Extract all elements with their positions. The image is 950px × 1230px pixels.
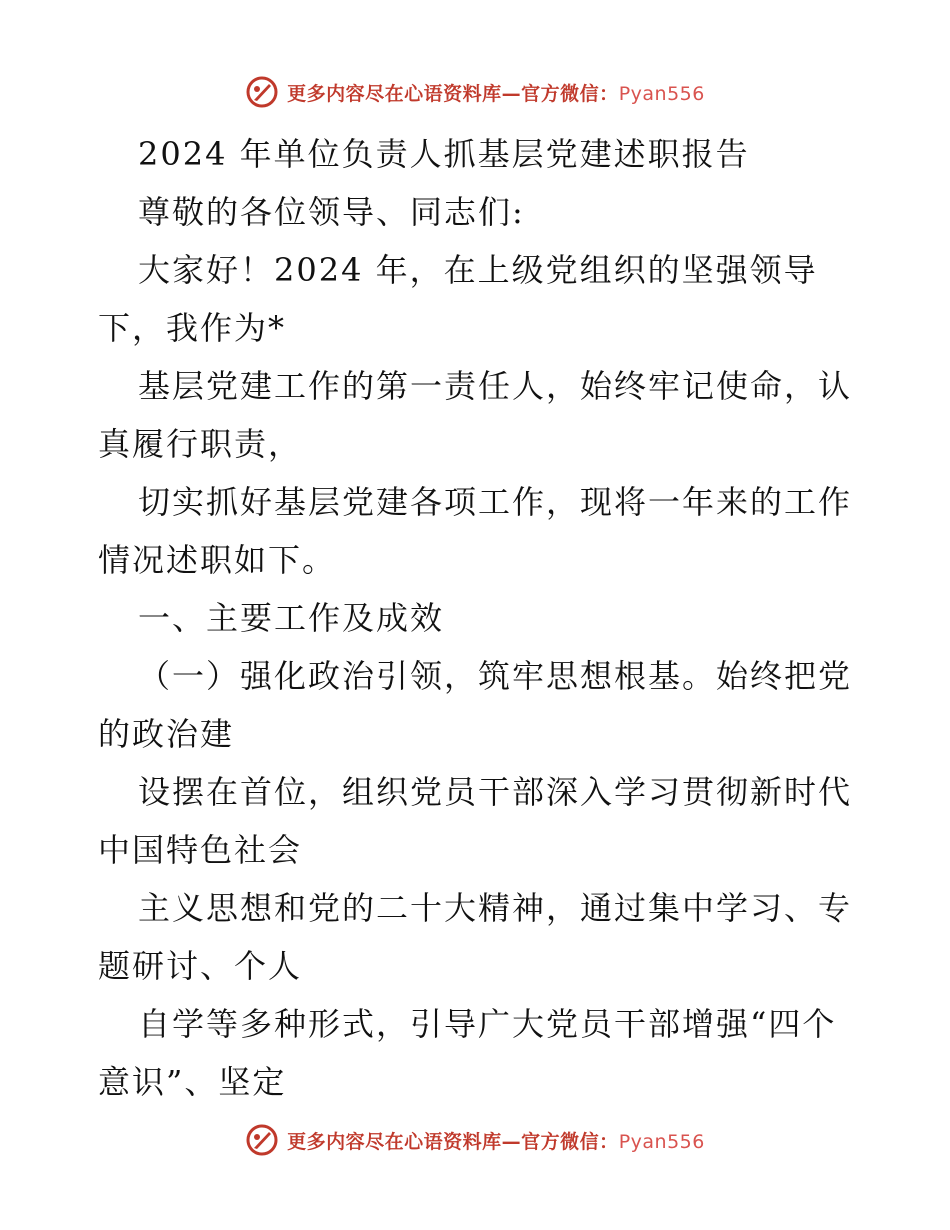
watermark-text bbox=[287, 79, 705, 106]
doc-line: 尊敬的各位领导、同志们: bbox=[138, 193, 525, 231]
watermark-header bbox=[0, 72, 950, 112]
doc-line: 中国特色社会 bbox=[98, 831, 303, 869]
watermark-cn: 更多内容尽在心语资料库 bbox=[287, 1130, 502, 1153]
watermark-cn: 更多内容尽在心语资料库 bbox=[287, 82, 502, 105]
watermark-wechat-id: Pyan556 bbox=[618, 82, 705, 105]
doc-line: 真履行职责， bbox=[98, 425, 303, 463]
watermark-footer bbox=[0, 1120, 950, 1160]
feather-seal-icon bbox=[245, 1123, 279, 1157]
watermark-dash: — bbox=[501, 82, 522, 105]
doc-line: 基层党建工作的第一责任人，始终牢记使命，认 bbox=[138, 367, 853, 405]
doc-line: 主义思想和党的二十大精神，通过集中学习、专 bbox=[138, 889, 853, 927]
doc-line: 的政治建 bbox=[98, 715, 235, 753]
doc-line: 下，我作为* bbox=[98, 309, 287, 347]
doc-line: （一）强化政治引领，筑牢思想根基。始终把党 bbox=[138, 657, 853, 695]
watermark-wechat-id: Pyan556 bbox=[618, 1130, 705, 1153]
doc-line: 切实抓好基层党建各项工作，现将一年来的工作 bbox=[138, 483, 853, 521]
watermark-text bbox=[287, 1127, 705, 1154]
doc-line: 设摆在首位，组织党员干部深入学习贯彻新时代 bbox=[138, 773, 853, 811]
watermark-tail: 官方微信： bbox=[521, 82, 619, 105]
watermark-tail: 官方微信： bbox=[521, 1130, 619, 1153]
watermark-dash: — bbox=[501, 1130, 522, 1153]
doc-title: 2024 年单位负责人抓基层党建述职报告 bbox=[138, 135, 750, 173]
feather-seal-icon bbox=[245, 75, 279, 109]
document-body bbox=[98, 125, 858, 1111]
doc-line: 情况述职如下。 bbox=[98, 541, 337, 579]
doc-line: 自学等多种形式，引导广大党员干部增强“四个 bbox=[138, 1005, 837, 1043]
doc-line: 题研讨、个人 bbox=[98, 947, 303, 985]
doc-line: 意识”、坚定 bbox=[98, 1063, 287, 1101]
doc-line: 大家好！2024 年，在上级党组织的坚强领导 bbox=[138, 251, 818, 289]
section-heading: 一、主要工作及成效 bbox=[138, 599, 445, 637]
